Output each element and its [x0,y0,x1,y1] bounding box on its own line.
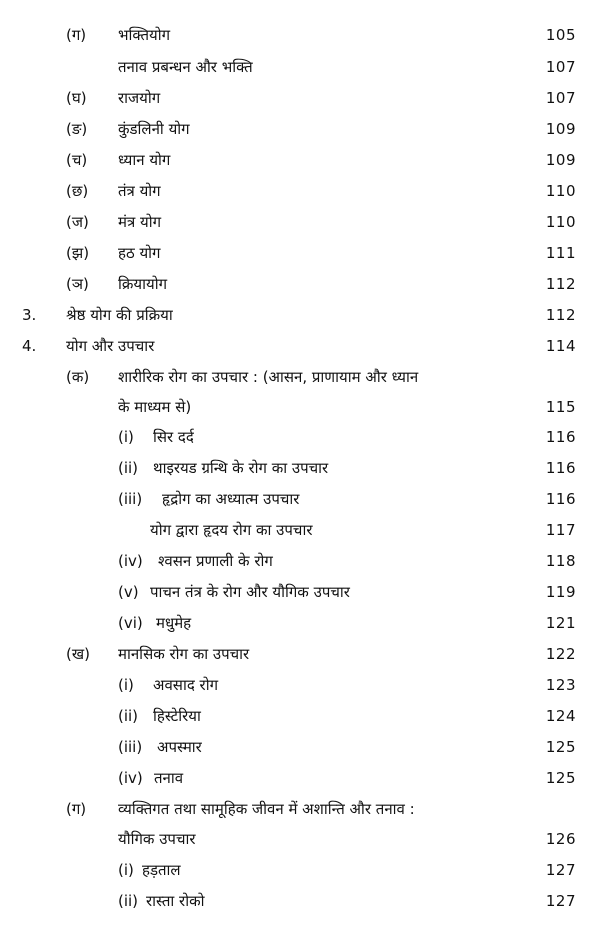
toc-title: हड़ताल [142,861,181,879]
toc-row [0,796,600,822]
toc-row [0,455,600,481]
toc-page-number: 116 [545,459,576,477]
toc-page-number: 117 [545,521,576,539]
toc-title: थाइरयड ग्रन्थि के रोग का उपचार [153,459,329,477]
toc-page-number: 124 [545,707,576,725]
toc-marker: (ii) [118,707,139,725]
toc-row [0,271,600,297]
toc-title: शारीरिक रोग का उपचार : (आसन, प्राणायाम और ध्यान [118,368,419,386]
toc-page-number: 107 [545,89,576,107]
toc-row [0,548,600,574]
toc-row [0,178,600,204]
toc-page-number: 107 [545,58,576,76]
toc-page-number: 114 [545,337,576,355]
toc-marker: 3. [22,306,37,324]
toc-row [0,579,600,605]
toc-row [0,826,600,852]
toc-row [0,54,600,80]
toc-marker: (v) [118,583,139,601]
toc-page-number: 115 [545,398,576,416]
toc-row [0,703,600,729]
toc-title: श्वसन प्रणाली के रोग [158,552,273,570]
toc-row [0,394,600,420]
toc-row [0,424,600,450]
toc-page-number: 109 [545,151,576,169]
toc-marker: (iii) [118,490,143,508]
toc-marker: (iii) [118,738,143,756]
toc-page-number: 122 [545,645,576,663]
toc-row [0,333,600,359]
toc-page-number: 110 [545,213,576,231]
toc-marker: (iv) [118,769,143,787]
toc-marker: (ग) [66,26,87,44]
toc-page-number: 127 [545,892,576,910]
toc-title: श्रेष्ठ योग की प्रक्रिया [66,306,173,324]
toc-row [0,734,600,760]
toc-marker: (i) [118,676,134,694]
toc-marker: (घ) [66,89,87,107]
toc-marker: (iv) [118,552,143,570]
toc-marker: (ञ) [66,275,89,293]
toc-title: तनाव [154,769,184,787]
toc-title: रास्ता रोको [146,892,205,910]
toc-row [0,486,600,512]
toc-marker: (क) [66,368,90,386]
toc-title: योग और उपचार [66,337,155,355]
toc-marker: (च) [66,151,88,169]
toc-page-number: 121 [545,614,576,632]
toc-row [0,240,600,266]
toc-row [0,610,600,636]
toc-title: हृद्रोग का अध्यात्म उपचार [162,490,300,508]
toc-title: तनाव प्रबन्धन और भक्ति [118,58,253,76]
toc-row [0,22,600,48]
toc-row [0,888,600,914]
toc-page-number: 126 [545,830,576,848]
toc-page-number: 109 [545,120,576,138]
toc-marker: 4. [22,337,37,355]
toc-marker: (i) [118,428,134,446]
toc-marker: (झ) [66,244,90,262]
toc-page-number: 127 [545,861,576,879]
toc-title: सिर दर्द [153,428,194,446]
toc-title: मानसिक रोग का उपचार [118,645,250,663]
toc-title: भक्तियोग [118,26,171,44]
toc-row [0,364,600,390]
toc-title: मधुमेह [156,614,192,632]
toc-title: हिस्टेरिया [153,707,201,725]
toc-row [0,517,600,543]
toc-title: व्यक्तिगत तथा सामूहिक जीवन में अशान्ति और तनाव : [118,800,415,818]
toc-title: के माध्यम से) [118,398,192,416]
toc-title: ध्यान योग [118,151,171,169]
toc-page-number: 112 [545,306,576,324]
toc-page-number: 116 [545,428,576,446]
toc-title: योग द्वारा हृदय रोग का उपचार [150,521,313,539]
toc-title: क्रियायोग [118,275,168,293]
toc-marker: (ख) [66,645,90,663]
toc-row [0,209,600,235]
toc-page-number: 119 [545,583,576,601]
toc-marker: (छ) [66,182,89,200]
toc-page-number: 116 [545,490,576,508]
toc-page-number: 111 [545,244,576,262]
toc-page-number: 118 [545,552,576,570]
toc-row [0,857,600,883]
toc-marker: (ग) [66,800,87,818]
toc-title: अपस्मार [157,738,202,756]
toc-page-number: 105 [545,26,576,44]
toc-row [0,641,600,667]
toc-title: पाचन तंत्र के रोग और यौगिक उपचार [150,583,350,601]
toc-marker: (i) [118,861,134,879]
toc-title: राजयोग [118,89,161,107]
toc-row [0,147,600,173]
toc-marker: (ङ) [66,120,88,138]
toc-title: तंत्र योग [118,182,161,200]
toc-row [0,765,600,791]
toc-marker: (ii) [118,892,139,910]
toc-marker: (ii) [118,459,139,477]
toc-row [0,85,600,111]
toc-title: अवसाद रोग [153,676,219,694]
toc-page-number: 125 [545,769,576,787]
toc-row [0,116,600,142]
toc-page-number: 110 [545,182,576,200]
toc-row [0,672,600,698]
toc-title: हठ योग [118,244,161,262]
toc-title: कुंडलिनी योग [118,120,190,138]
toc-marker: (ज) [66,213,89,231]
toc-page-number: 125 [545,738,576,756]
toc-page-number: 123 [545,676,576,694]
toc-row [0,302,600,328]
toc-title: यौगिक उपचार [118,830,196,848]
toc-title: मंत्र योग [118,213,162,231]
toc-marker: (vi) [118,614,143,632]
toc-page-number: 112 [545,275,576,293]
